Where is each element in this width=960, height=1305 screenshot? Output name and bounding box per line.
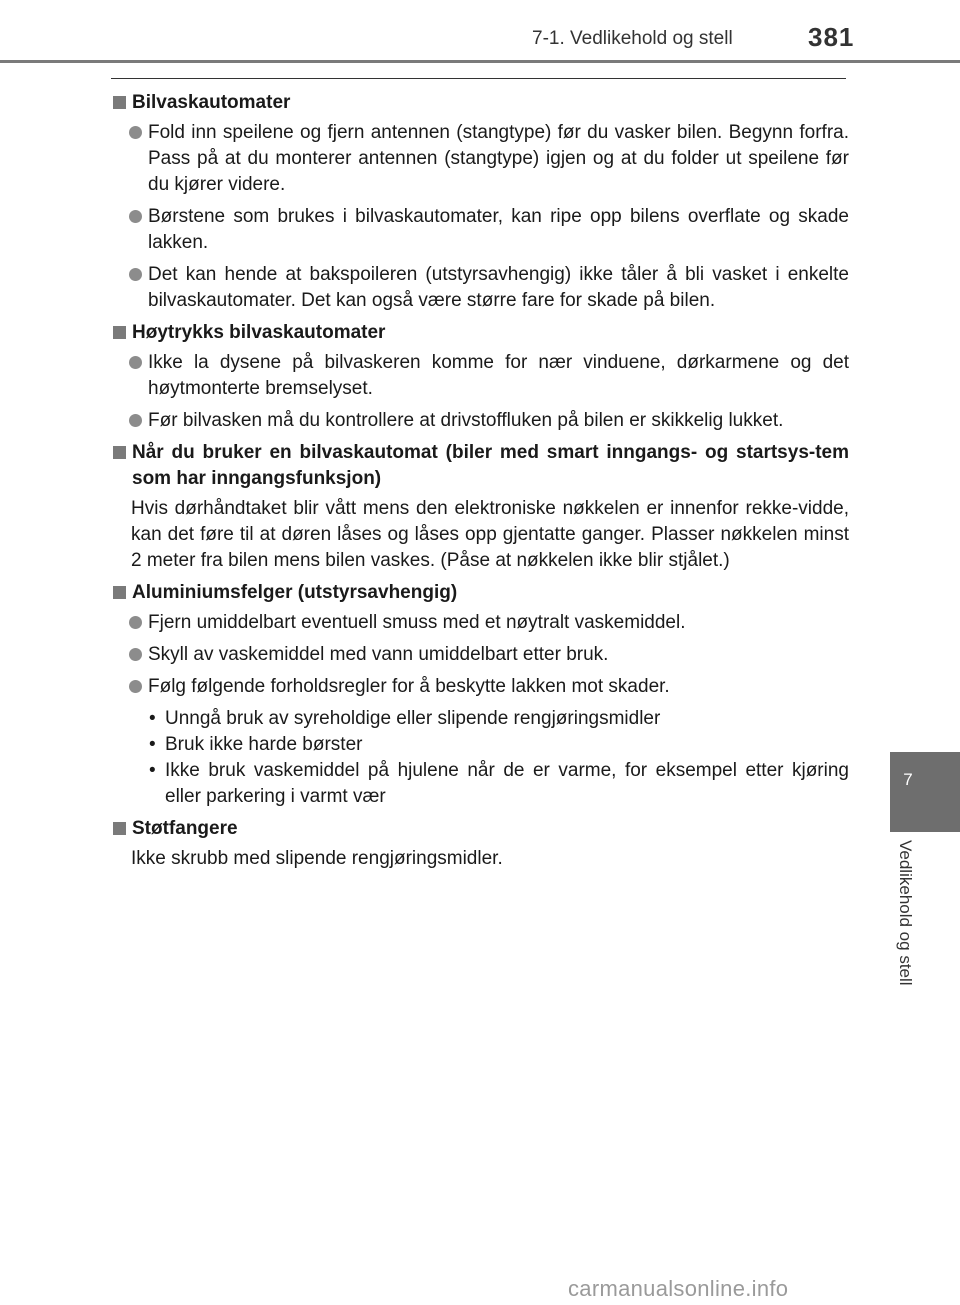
list-item-text: Det kan hende at bakspoileren (utstyrsavhengig) ikke tåler å bli vasket i enkelte bilvaskautomater. Det kan også være større fare for skade på bilen. (148, 264, 849, 311)
section-heading (111, 580, 849, 606)
section-bilvaskautomater (111, 90, 849, 314)
round-bullet-icon (129, 210, 142, 223)
section-heading (111, 320, 849, 346)
round-bullet-icon (129, 356, 142, 369)
section-stotfangere (111, 816, 849, 872)
heading-text: Støtfangere (132, 818, 238, 839)
list-item-text: Før bilvasken må du kontrollere at drivstoffluken på bilen er skikkelig lukket. (148, 410, 784, 431)
round-bullet-icon (129, 648, 142, 661)
section-heading (111, 440, 849, 492)
round-bullet-icon (129, 268, 142, 281)
round-bullet-icon (129, 414, 142, 427)
sub-list-item (149, 706, 849, 732)
content-divider (111, 78, 846, 79)
chapter-label-wrap (895, 840, 925, 1030)
heading-text: Når du bruker en bilvaskautomat (biler med smart inngangs- og startsys-tem som har inngangsfunksjon) (132, 442, 849, 489)
list-item (129, 674, 849, 700)
section-paragraph: Hvis dørhåndtaket blir vått mens den elektroniske nøkkelen er innenfor rekke-vidde, kan det føre til at døren låses og låses opp gjentatte ganger. Plasser nøkkelen minst 2 meter fra bilen mens bilen vaskes. (Påse at nøkkelen ikke blir stjålet.) (131, 498, 849, 571)
sub-list-item-text: Bruk ikke harde børster (165, 734, 363, 755)
round-bullet-icon (129, 680, 142, 693)
list-item (129, 120, 849, 198)
chapter-label: Vedlikehold og stell (896, 840, 915, 986)
header-divider (0, 60, 960, 63)
heading-text: Bilvaskautomater (132, 92, 291, 113)
square-bullet-icon (113, 326, 126, 339)
page-header (0, 0, 960, 64)
round-bullet-icon (129, 126, 142, 139)
list-item (129, 408, 849, 434)
sub-list-item-text: Unngå bruk av syreholdige eller slipende rengjøringsmidler (165, 708, 661, 729)
section-heading (111, 816, 849, 842)
list-item-text: Fold inn speilene og fjern antennen (stangtype) før du vasker bilen. Begynn forfra. Pass på at du monterer antennen (stangtype) igjen og at du folder ut speilene før du kjører videre. (148, 122, 849, 195)
square-bullet-icon (113, 586, 126, 599)
square-bullet-icon (113, 446, 126, 459)
section-smart-inngang (111, 440, 849, 574)
heading-text: Aluminiumsfelger (utstyrsavhengig) (132, 582, 458, 603)
square-bullet-icon (113, 822, 126, 835)
list-item-text: Fjern umiddelbart eventuell smuss med et nøytralt vaskemiddel. (148, 612, 686, 633)
watermark-text: carmanualsonline.info (568, 1276, 789, 1301)
page-content (111, 90, 849, 878)
list-item (129, 350, 849, 402)
section-heading (111, 90, 849, 116)
section-hoytrykks (111, 320, 849, 434)
list-item-text: Ikke la dysene på bilvaskeren komme for nær vinduene, dørkarmene og det høytmonterte bremselyset. (148, 352, 849, 399)
square-bullet-icon (113, 96, 126, 109)
heading-text: Høytrykks bilvaskautomater (132, 322, 386, 343)
small-bullet-icon: • (149, 708, 156, 729)
sub-list-item (149, 732, 849, 758)
sub-list-item-text: Ikke bruk vaskemiddel på hjulene når de er varme, for eksempel etter kjøring eller parkering i varmt vær (165, 760, 849, 807)
list-item-text: Følg følgende forholdsregler for å beskytte lakken mot skader. (148, 676, 670, 697)
list-item (129, 610, 849, 636)
sub-list-item (149, 758, 849, 810)
section-title: 7-1. Vedlikehold og stell (532, 28, 733, 49)
list-item-text: Skyll av vaskemiddel med vann umiddelbart etter bruk. (148, 644, 609, 665)
round-bullet-icon (129, 616, 142, 629)
list-item (129, 204, 849, 256)
section-paragraph: Ikke skrubb med slipende rengjøringsmidler. (131, 848, 503, 869)
list-item-text: Børstene som brukes i bilvaskautomater, kan ripe opp bilens overflate og skade lakken. (148, 206, 849, 253)
list-item (129, 642, 849, 668)
page-number: 381 (808, 22, 855, 52)
small-bullet-icon: • (149, 734, 156, 755)
chapter-tab (890, 752, 960, 832)
list-item (129, 262, 849, 314)
small-bullet-icon: • (149, 760, 156, 781)
section-aluminiumsfelger (111, 580, 849, 810)
chapter-number: 7 (903, 770, 913, 789)
